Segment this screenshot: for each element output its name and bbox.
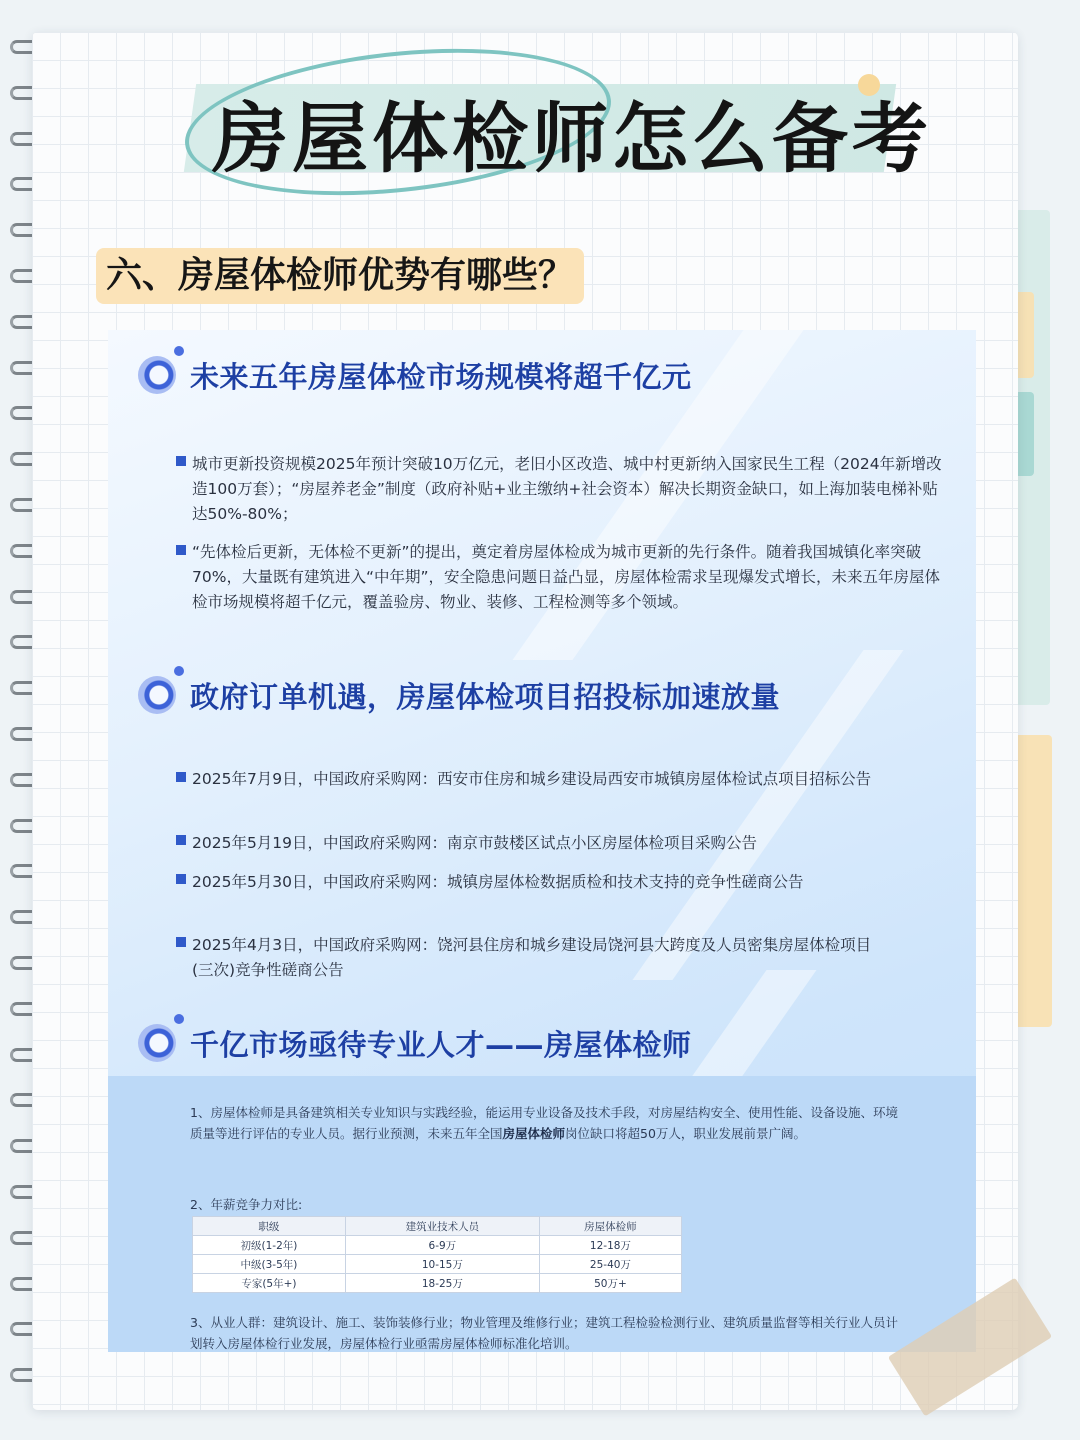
info-paragraph-3: 3、从业人群：建筑设计、施工、装饰装修行业；物业管理及维修行业；建筑工程检验检测行业、建筑质量监督等相关行业人员计划转入房屋体检行业发展，房屋体检行业亟需房屋体检师标准化培训。 (190, 1315, 898, 1351)
table-cell: 6-9万 (345, 1236, 539, 1255)
talent-info-block (108, 1076, 976, 1352)
table-header-row (193, 1217, 682, 1236)
title-area (170, 46, 932, 196)
square-bullet-icon (176, 456, 186, 466)
bullet-paragraph: 2025年5月19日，中国政府采购网：南京市鼓楼区试点小区房屋体检项目采购公告 (192, 834, 758, 852)
circle-bullet-icon (138, 356, 176, 394)
square-bullet-icon (176, 772, 186, 782)
subheading-text: 千亿市场亟待专业人才——房屋体检师 (190, 1027, 692, 1062)
table-cell: 25-40万 (539, 1255, 681, 1274)
table-header: 职级 (193, 1217, 346, 1236)
circle-bullet-icon (138, 676, 176, 714)
table-row (193, 1255, 682, 1274)
subheading-text: 未来五年房屋体检市场规模将超千亿元 (190, 359, 692, 394)
subheading-talent (138, 1018, 692, 1068)
table-header: 房屋体检师 (539, 1217, 681, 1236)
bullet-paragraph: 城市更新投资规模2025年预计突破10万亿元，老旧小区改造、城中村更新纳入国家民生工程（2024年新增改造100万套）；“房屋养老金”制度（政府补贴+业主缴纳+社会资本）解决长期资金缺口，如上海加装电梯补贴达50%-80%； (192, 455, 942, 523)
square-bullet-icon (176, 835, 186, 845)
table-cell: 中级(3-5年) (193, 1255, 346, 1274)
bullet-paragraph: 2025年4月3日，中国政府采购网：饶河县住房和城乡建设局饶河县大跨度及人员密集房屋体检项目(三次)竞争性磋商公告 (192, 936, 872, 979)
info-text: 1、房屋体检师是具备建筑相关专业知识与实践经验，能运用专业设备及技术手段，对房屋结构安全、使用性能、设备设施、环境质量等进行评估的专业人员。据行业预测，未来五年全国 (190, 1105, 898, 1141)
bullet-paragraph: “先体检后更新，无体检不更新”的提出，奠定着房屋体检成为城市更新的先行条件。随着我国城镇化率突破70%，大量既有建筑进入“中年期”，安全隐患问题日益凸显，房屋体检需求呈现爆发式增长，未来五年房屋体检市场规模将超千亿元，覆盖验房、物业、装修、工程检测等多个领域。 (192, 543, 941, 611)
subheading-text: 政府订单机遇，房屋体检项目招投标加速放量 (190, 679, 781, 714)
table-cell: 50万+ (539, 1274, 681, 1293)
square-bullet-icon (176, 874, 186, 884)
info-text: 岗位缺口将超50万人，职业发展前景广阔。 (565, 1126, 806, 1141)
bullet-paragraph: 2025年5月30日，中国政府采购网：城镇房屋体检数据质检和技术支持的竞争性磋商公告 (192, 873, 804, 891)
table-cell: 12-18万 (539, 1236, 681, 1255)
subheading-government (138, 670, 780, 720)
page-title: 房屋体检师怎么备考 (212, 94, 932, 183)
table-header: 建筑业技术人员 (345, 1217, 539, 1236)
table-row (193, 1274, 682, 1293)
circle-bullet-icon (138, 1024, 176, 1062)
side-tab (1012, 735, 1052, 1027)
square-bullet-icon (176, 545, 186, 555)
table-cell: 10-15万 (345, 1255, 539, 1274)
table-cell: 专家(5年+) (193, 1274, 346, 1293)
table-row (193, 1236, 682, 1255)
table-cell: 初级(1-2年) (193, 1236, 346, 1255)
info-bold-text: 房屋体检师 (502, 1126, 566, 1141)
info-paragraph-2: 2、年薪竞争力对比: (190, 1197, 303, 1212)
square-bullet-icon (176, 937, 186, 947)
light-streak (689, 970, 816, 1080)
bullet-paragraph: 2025年7月9日，中国政府采购网：西安市住房和城乡建设局西安市城镇房屋体检试点项目招标公告 (192, 770, 872, 788)
section-heading: 六、房屋体检师优势有哪些？ (96, 248, 584, 304)
content-panel (108, 330, 976, 1352)
info-paragraph-1 (190, 1102, 910, 1144)
salary-comparison-table (192, 1216, 682, 1293)
table-cell: 18-25万 (345, 1274, 539, 1293)
subheading-market (138, 350, 692, 400)
